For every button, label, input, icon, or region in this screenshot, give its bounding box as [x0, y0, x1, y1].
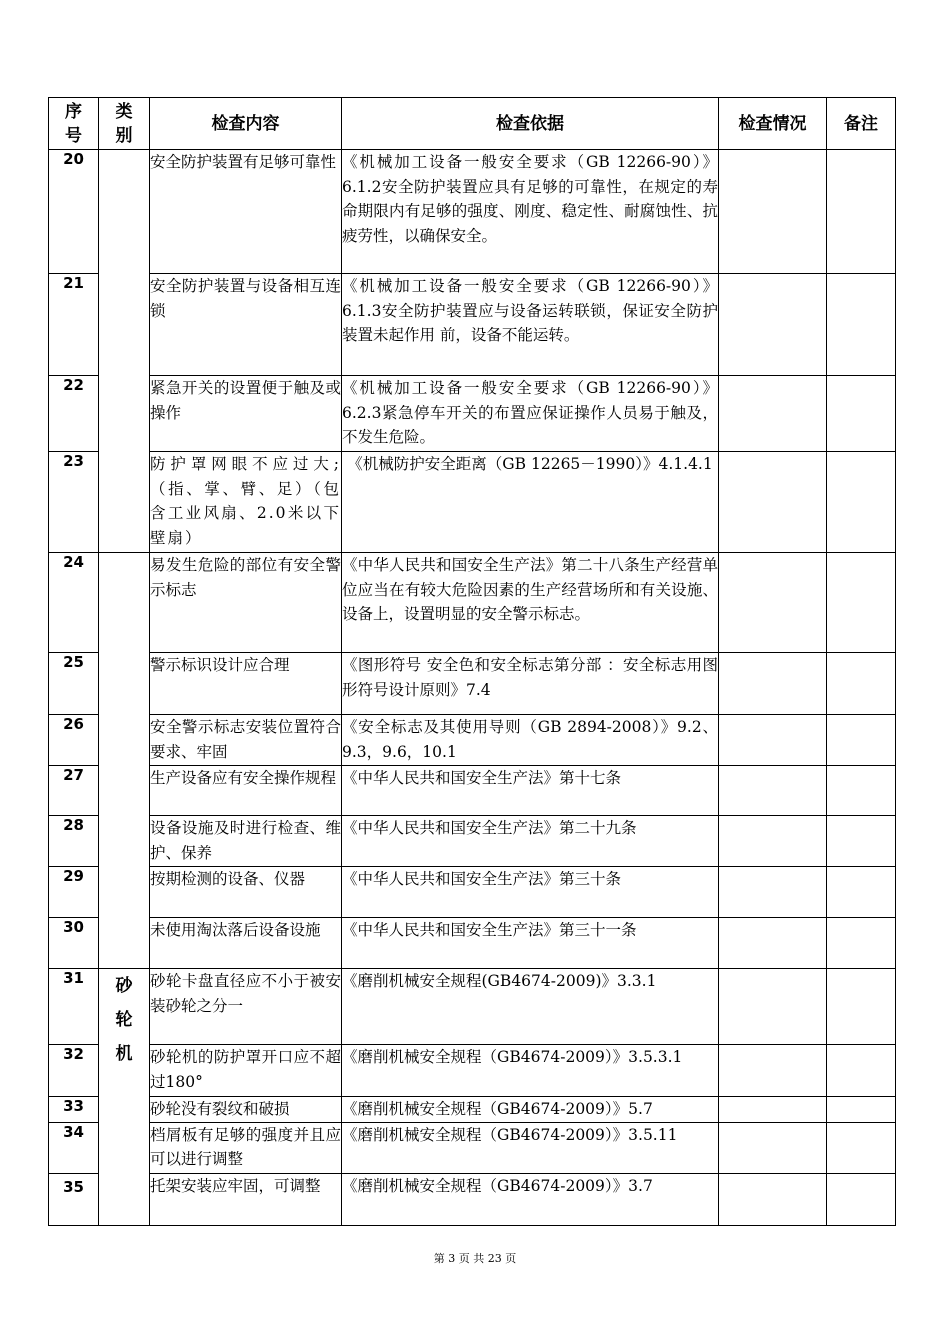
- status-cell[interactable]: [719, 715, 827, 766]
- row-basis: 《中华人民共和国安全生产法》第二十八条生产经营单位应当在有较大危险因素的生产经营场所和有关设施、设备上，设置明显的安全警示标志。: [342, 553, 719, 653]
- table-row: [49, 969, 896, 1045]
- table-row: [49, 766, 896, 816]
- remark-cell[interactable]: [827, 553, 896, 653]
- page-footer: 第 3 页 共 23 页: [433, 1252, 517, 1265]
- row-basis: 《磨削机械安全规程（GB4674-2009）》5.7: [342, 1097, 719, 1123]
- row-no: 32: [49, 1045, 99, 1097]
- status-cell[interactable]: [719, 867, 827, 918]
- status-cell[interactable]: [719, 1122, 827, 1173]
- status-cell[interactable]: [719, 766, 827, 816]
- status-cell[interactable]: [719, 1045, 827, 1097]
- row-basis: 《机械加工设备一般安全要求（GB 12266-90）》 6.1.3安全防护装置应与设备运转联锁，保证安全防护装置未起作用 前，设备不能运转。: [342, 274, 719, 376]
- category-cell: [99, 150, 150, 553]
- remark-cell[interactable]: [827, 1173, 896, 1225]
- header-category: 类 别: [99, 98, 150, 150]
- header-status: 检查情况: [719, 98, 827, 150]
- remark-cell[interactable]: [827, 1122, 896, 1173]
- category-cell: [99, 553, 150, 969]
- row-content: 砂轮机的防护罩开口应不超过180°: [150, 1045, 342, 1097]
- table-row: [49, 1045, 896, 1097]
- row-basis: 《磨削机械安全规程（GB4674-2009）》3.5.3.1: [342, 1045, 719, 1097]
- table-row: [49, 816, 896, 867]
- row-no: 30: [49, 918, 99, 969]
- row-content: 设备设施及时进行检查、维护、保养: [150, 816, 342, 867]
- row-basis: 《机械加工设备一般安全要求（GB 12266-90）》 6.2.3紧急停车开关的布置应保证操作人员易于触及，不发生危险。: [342, 376, 719, 452]
- row-basis: 《磨削机械安全规程(GB4674-2009)》3.3.1: [342, 969, 719, 1045]
- row-content: 警示标识设计应合理: [150, 653, 342, 715]
- row-content: 托架安装应牢固，可调整: [150, 1173, 342, 1225]
- row-no: 34: [49, 1122, 99, 1173]
- row-no: 29: [49, 867, 99, 918]
- row-no: 35: [49, 1173, 99, 1225]
- status-cell[interactable]: [719, 274, 827, 376]
- row-no: 20: [49, 150, 99, 274]
- row-no: 24: [49, 553, 99, 653]
- remark-cell[interactable]: [827, 766, 896, 816]
- status-cell[interactable]: [719, 969, 827, 1045]
- row-content: 档屑板有足够的强度并且应可以进行调整: [150, 1122, 342, 1173]
- table-row: [49, 452, 896, 553]
- row-no: 28: [49, 816, 99, 867]
- status-cell[interactable]: [719, 452, 827, 553]
- remark-cell[interactable]: [827, 1097, 896, 1123]
- row-content: 生产设备应有安全操作规程: [150, 766, 342, 816]
- header-content: 检查内容: [150, 98, 342, 150]
- row-content: 安全防护装置有足够可靠性: [150, 150, 342, 274]
- row-basis: 《图形符号 安全色和安全标志第分部 ：安全标志用图形符号设计原则》7.4: [342, 653, 719, 715]
- row-content: 易发生危险的部位有安全警示标志: [150, 553, 342, 653]
- row-basis: 《机械防护安全距离（GB 12265－1990）》4.1.4.1: [342, 452, 719, 553]
- category-grinder: 砂 轮 机: [99, 969, 150, 1226]
- status-cell[interactable]: [719, 653, 827, 715]
- remark-cell[interactable]: [827, 969, 896, 1045]
- header-row: [49, 98, 896, 150]
- row-no: 21: [49, 274, 99, 376]
- table-row: [49, 150, 896, 274]
- table-row: [49, 274, 896, 376]
- row-content: 砂轮卡盘直径应不小于被安装砂轮之分一: [150, 969, 342, 1045]
- status-cell[interactable]: [719, 150, 827, 274]
- table-row: [49, 867, 896, 918]
- remark-cell[interactable]: [827, 376, 896, 452]
- status-cell[interactable]: [719, 1173, 827, 1225]
- status-cell[interactable]: [719, 918, 827, 969]
- remark-cell[interactable]: [827, 274, 896, 376]
- status-cell[interactable]: [719, 553, 827, 653]
- row-basis: 《中华人民共和国安全生产法》第三十一条: [342, 918, 719, 969]
- inspection-table: [48, 97, 896, 1226]
- row-basis: 《中华人民共和国安全生产法》第十七条: [342, 766, 719, 816]
- row-content: 安全防护装置与设备相互连锁: [150, 274, 342, 376]
- status-cell[interactable]: [719, 1097, 827, 1123]
- row-basis: 《机械加工设备一般安全要求（GB 12266-90）》 6.1.2安全防护装置应具有足够的可靠性，在规定的寿命期限内有足够的强度、刚度、稳定性、耐腐蚀性、抗疲劳性，以确保安全。: [342, 150, 719, 274]
- header-remark: 备注: [827, 98, 896, 150]
- row-basis: 《中华人民共和国安全生产法》第三十条: [342, 867, 719, 918]
- row-no: 25: [49, 653, 99, 715]
- remark-cell[interactable]: [827, 715, 896, 766]
- table-row: [49, 1097, 896, 1123]
- row-no: 22: [49, 376, 99, 452]
- table-row: [49, 918, 896, 969]
- row-basis: 《中华人民共和国安全生产法》第二十九条: [342, 816, 719, 867]
- row-content: 安全警示标志安装位置符合要求、牢固: [150, 715, 342, 766]
- row-content: 未使用淘汰落后设备设施: [150, 918, 342, 969]
- row-content: 防护罩网眼不应过大;（指、掌、臂、足）（包含工业风扇、2.0米以下壁扇）: [150, 452, 342, 553]
- row-content: 紧急开关的设置便于触及或操作: [150, 376, 342, 452]
- row-content: 按期检测的设备、仪器: [150, 867, 342, 918]
- table-row: [49, 376, 896, 452]
- status-cell[interactable]: [719, 376, 827, 452]
- row-no: 26: [49, 715, 99, 766]
- header-basis: 检查依据: [342, 98, 719, 150]
- remark-cell[interactable]: [827, 1045, 896, 1097]
- remark-cell[interactable]: [827, 816, 896, 867]
- row-no: 27: [49, 766, 99, 816]
- header-no: 序 号: [49, 98, 99, 150]
- remark-cell[interactable]: [827, 452, 896, 553]
- remark-cell[interactable]: [827, 653, 896, 715]
- row-basis: 《磨削机械安全规程（GB4674-2009）》3.7: [342, 1173, 719, 1225]
- row-no: 31: [49, 969, 99, 1045]
- table-row: [49, 715, 896, 766]
- status-cell[interactable]: [719, 816, 827, 867]
- row-basis: 《安全标志及其使用导则（GB 2894-2008）》9.2、9.3，9.6，10.1: [342, 715, 719, 766]
- row-basis: 《磨削机械安全规程（GB4674-2009）》3.5.11: [342, 1122, 719, 1173]
- remark-cell[interactable]: [827, 918, 896, 969]
- remark-cell[interactable]: [827, 150, 896, 274]
- row-no: 33: [49, 1097, 99, 1123]
- row-no: 23: [49, 452, 99, 553]
- table-row: [49, 1173, 896, 1225]
- table-row: [49, 653, 896, 715]
- table-row: [49, 553, 896, 653]
- table-row: [49, 1122, 896, 1173]
- row-content: 砂轮没有裂纹和破损: [150, 1097, 342, 1123]
- remark-cell[interactable]: [827, 867, 896, 918]
